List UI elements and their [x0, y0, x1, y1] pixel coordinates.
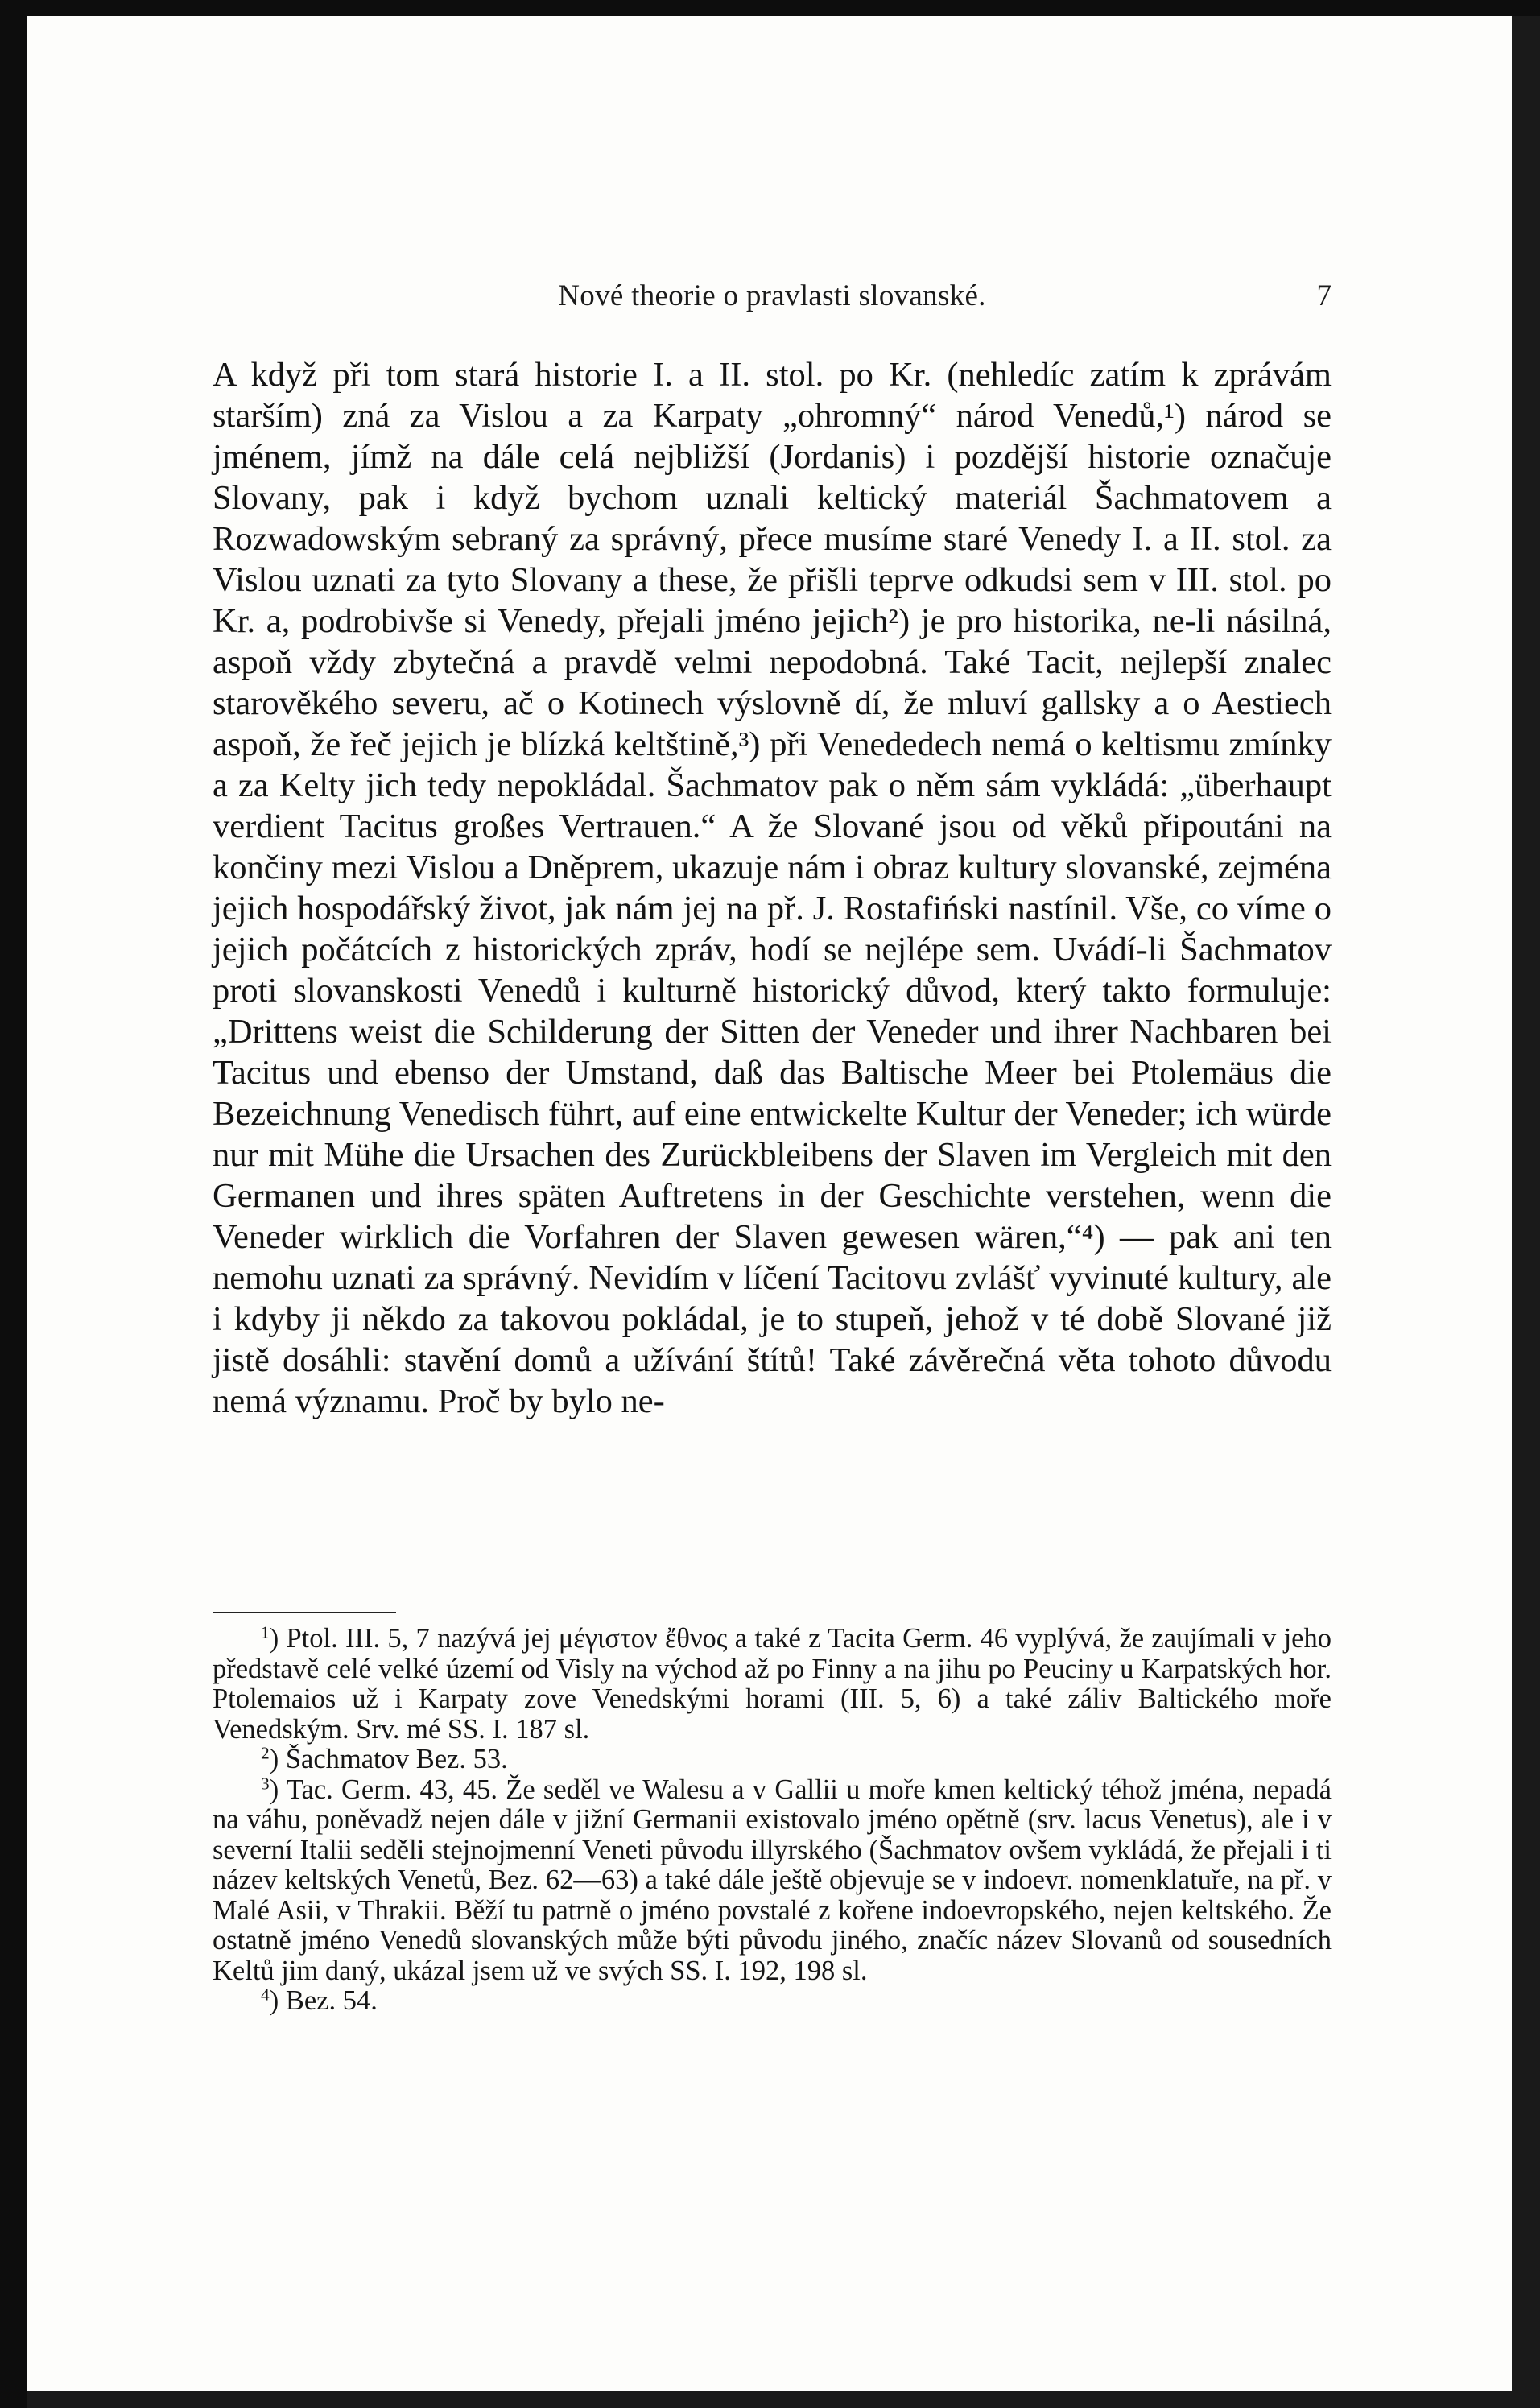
scan-border-left [0, 0, 27, 2408]
footnote-mark: 1 [261, 1622, 270, 1642]
footnote-1: $^1$) Ptol. III. 5, 7 nazývá jej μέγιστον ἔθνος a také z Tacita Germ. 46 vyplývá, že zaujímali v jeho představě celé velké území od Visly na východ až po Finny a na jihu po Peuciny u Karpatských hor. Ptolemaios už i Karpaty zove Venedskými horami (III. 5, 6) a také záliv Baltického moře Venedským. Srv. mé SS. I. 187 sl. [213, 1622, 1332, 1745]
footnote-mark: 3 [261, 1773, 270, 1793]
running-title: Nové theorie o pravlasti slovanské. [558, 279, 986, 312]
footnote-2: $^2$) Šachmatov Bez. 53. [261, 1743, 508, 1774]
scan-border-top [0, 0, 1540, 16]
body-text [213, 354, 1332, 1422]
footnote-4: $^4$) Bez. 54. [261, 1985, 378, 2016]
footnote-mark: 2 [261, 1743, 270, 1763]
footnote-mark: 4 [261, 1985, 270, 2005]
body-paragraph: A když při tom stará historie I. a II. stol. po Kr. (nehledíc zatím k zprávám starším) zná za Vislou a za Karpaty „ohromný“ národ Venedů,¹) národ se jménem, jímž na dále celá nejbližší (Jordanis) i pozdější historie označuje Slovany, pak i když bychom uznali keltický materiál Šachmatovem a Rozwadowským sebraný za správný, přece musíme staré Venedy I. a II. stol. za Vislou uznati za tyto Slovany a these, že přišli teprve odkudsi sem v III. stol. po Kr. a, podrobivše si Venedy, přejali jméno jejich²) je pro historika, ne-li násilná, aspoň vždy zbytečná a pravdě velmi nepodobná. Také Tacit, nejlepší znalec starověkého severu, ač o Kotinech výslovně dí, že mluví gallsky a o Aestiech aspoň, že řeč jejich je blízká keltštině,³) při Venededech nemá o keltismu zmínky a za Kelty jich tedy nepokládal. Šachmatov pak o něm sám vykládá: „überhaupt verdient Tacitus großes Vertrauen.“ A že Slované jsou od věků připoutáni na končiny mezi Vislou a Dněprem, ukazuje nám i obraz kultury slovanské, zejména jejich hospodářský život, jak nám jej na př. J. Rostafiński nastínil. Vše, co víme o jejich počátcích z historických zpráv, hodí se nejlépe sem. Uvádí-li Šachmatov proti slovanskosti Venedů i kulturně historický důvod, který takto formuluje: „Drittens weist die Schilderung der Sitten der Veneder und ihrer Nachbaren bei Tacitus und ebenso der Umstand, daß das Baltische Meer bei Ptolemäus die Bezeichnung Venedisch führt, auf eine entwickelte Kultur der Veneder; ich würde nur mit Mühe die Ursachen des Zurückbleibens der Slaven im Vergleich mit den Germanen und ihres späten Auftretens in der Geschichte verstehen, wenn die Veneder wirklich die Vorfahren der Slaven gewesen wären,“⁴) — pak ani ten nemohu uznati za správný. Nevidím v líčení Tacitovu zvlášť vyvinuté kultury, ale i kdyby ji někdo za takovou pokládal, je to stupeň, jehož v té době Slované již jistě dosáhli: stavění domů a užívání štítů! Také závěrečná věta tohoto důvodu nemá významu. Proč by bylo ne- [213, 356, 1332, 1420]
footnote-separator-rule [213, 1612, 396, 1613]
footnote-text: Ptol. III. 5, 7 nazývá jej μέγιστον ἔθνος a také z Tacita Germ. 46 vyplývá, že zaujímali v jeho představě celé velké území od Visly na východ až po Finny a na jihu po Peuciny u Karpatských hor. Ptolemaios už i Karpaty zove Venedskými horami (III. 5, 6) a také záliv Baltického moře Venedským. Srv. mé SS. I. 187 sl. [213, 1623, 1332, 1745]
running-head [213, 279, 1332, 327]
footnotes [213, 1624, 1332, 2017]
page-number: 7 [1316, 279, 1332, 312]
footnote-text: Tac. Germ. 43, 45. Že seděl ve Walesu a v Gallii u moře kmen keltický téhož jména, nepadá na váhu, poněvadž nejen dále v jižní Germanii existovalo jméno opětně (srv. lacus Venetus), ale i v severní Italii seděli stejnojmenní Veneti původu illyrského (Šachmatov ovšem vykládá, že přejali i ti název keltských Venetů, Bez. 62—63) a také dále ještě objevuje se v indoevr. nomenklatuře, na př. v Malé Asii, v Thrakii. Běží tu patrně o jméno povstalé z kořene indoevropského, nejen keltského. Že ostatně jméno Venedů slovanských může býti původu jiného, značíc název Slovanů od sousedních Keltů jim daný, ukázal jsem už ve svých SS. I. 192, 198 sl. [213, 1774, 1332, 1986]
footnote-3: $^3$) Tac. Germ. 43, 45. Že seděl ve Walesu a v Gallii u moře kmen keltický téhož jména, nepadá na váhu, poněvadž nejen dále v jižní Germanii existovalo jméno opětně (srv. lacus Venetus), ale i v severní Italii seděli stejnojmenní Veneti původu illyrského (Šachmatov ovšem vykládá, že přejali i ti název keltských Venetů, Bez. 62—63) a také dále ještě objevuje se v indoevr. nomenklatuře, na př. v Malé Asii, v Thrakii. Běží tu patrně o jméno povstalé z kořene indoevropského, nejen keltského. Že ostatně jméno Venedů slovanských může býti původu jiného, značíc název Slovanů od sousedních Keltů jim daný, ukázal jsem už ve svých SS. I. 192, 198 sl. [213, 1773, 1332, 1986]
footnote-text: Šachmatov Bez. 53. [285, 1744, 508, 1774]
footnote-text: Bez. 54. [285, 1985, 378, 2016]
book-page [27, 16, 1512, 2391]
